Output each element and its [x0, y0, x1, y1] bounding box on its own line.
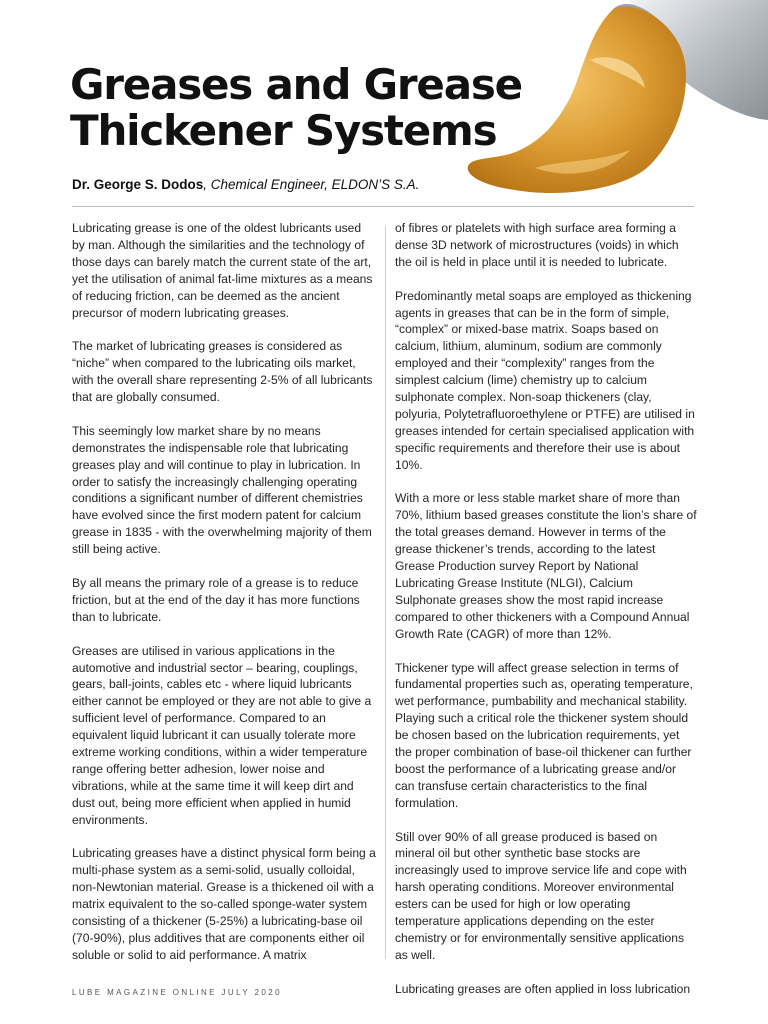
column-divider — [385, 226, 386, 959]
paragraph: Greases are utilised in various applications in the automotive and industrial sector – bearing, couplings, gears, ball-joints, cables etc - where liquid lubricants either cannot be employed or they are not able to give a sufficient level of performance. Compared to an equivalent liquid lubricant it can usually tolerate more extreme working conditions, within a wider temperature range offering better adhesion, lower noise and vibrations, while at the same time it will keep dirt and dust out, being more efficient when applied in humid environments. — [72, 643, 372, 827]
title-divider — [72, 206, 694, 207]
paragraph: Thickener type will affect grease selection in terms of fundamental properties such as, operating temperature, wet performance, pumbability and mechanical stability. Playing such a critical role the thickener system should be chosen based on the lubrication requirements, yet the proper combination of base-oil thickener can further boost the performance of a lubricating grease and/or can transfuse certain characteristics to the final formulation. — [395, 660, 693, 810]
paragraph: The market of lubricating greases is considered as “niche” when compared to the lubricating oils market, with the overall share representing 2-5% of all lubricants that are globally consumed. — [72, 339, 373, 405]
title-line-2: Thickener Systems — [70, 106, 497, 155]
paragraph: Lubricating grease is one of the oldest lubricants used by man. Although the similarities and the technology of those days can barely match the current state of the art, yet the utilisation of animal fat-lime mixtures as a means of reducing friction, can be deemed as the ancient precursor of modern lubricating greases. — [72, 221, 373, 320]
paragraph: By all means the primary role of a grease is to reduce friction, but at the end of the day it has more functions than to lubricate. — [72, 575, 360, 624]
author-name: Dr. George S. Dodos — [72, 177, 204, 192]
title-line-1: Greases and Grease — [70, 60, 522, 109]
page-footer: LUBE MAGAZINE ONLINE JULY 2020 — [72, 988, 282, 997]
article-title — [70, 62, 522, 154]
byline — [72, 177, 419, 192]
paragraph: This seemingly low market share by no means demonstrates the indispensable role that lubricating greases play and will continue to play in lubrication. In order to satisfy the increasingly challenging operating conditions a significant number of different chemistries have evolved since the first modern patent for calcium grease in 1835 - with the overwhelming majority of them still being active. — [72, 423, 372, 557]
left-column — [72, 220, 377, 981]
paragraph: Lubricating greases are often applied in loss lubrication — [395, 981, 691, 996]
author-role: , Chemical Engineer, ELDON’S S.A. — [203, 177, 420, 192]
paragraph: Lubricating greases have a distinct physical form being a multi-phase system as a semi-solid, usually colloidal, non-Newtonian material. Grease is a thickened oil with a matrix equivalent to the so-called sponge-water system consisting of a thickener (5-25%) a lubricating-base oil (70-90%), plus additives that are components either oil soluble or solid to aid performance. A matrix — [72, 846, 376, 962]
paragraph: Still over 90% of all grease produced is based on mineral oil but other synthetic base stocks are increasingly used to improve service life and cope with harsh operating conditions. Moreover environmental esters can be used for high or low operating temperature applications depending on the ester chemistry or for environmentally sensitive applications as well. — [395, 829, 687, 962]
paragraph: With a more or less stable market share of more than 70%, lithium based greases constitute the lion’s share of the total greases demand. However in terms of the grease thickener’s trends, according to the latest Grease Production survey Report by National Lubricating Grease Institute (NLGI), Calcium Sulphonate greases show the most rapid increase compared to other thickeners with a Compound Annual Growth Rate (CAGR) of more than 12%. — [395, 491, 697, 641]
paragraph: of fibres or platelets with high surface area forming a dense 3D network of microstructures (voids) in which the oil is held in place until it is needed to lubricate. — [395, 221, 679, 269]
paragraph: Predominantly metal soaps are employed as thickening agents in greases that can be in the form of simple, “complex” or mixed-base matrix. Soaps based on calcium, lithium, aluminum, sodium are commonly employed and their “complexity” ranges from the simplest calcium (lime) chemistry up to calcium sulphonate complex. Non-soap thickeners (clay, polyuria, Polytetrafluoroethylene or PTFE) are utilised in greases intended for certain specialised application with specific requirements and therefore their use is about 10%. — [395, 288, 695, 472]
right-column — [395, 220, 697, 1015]
